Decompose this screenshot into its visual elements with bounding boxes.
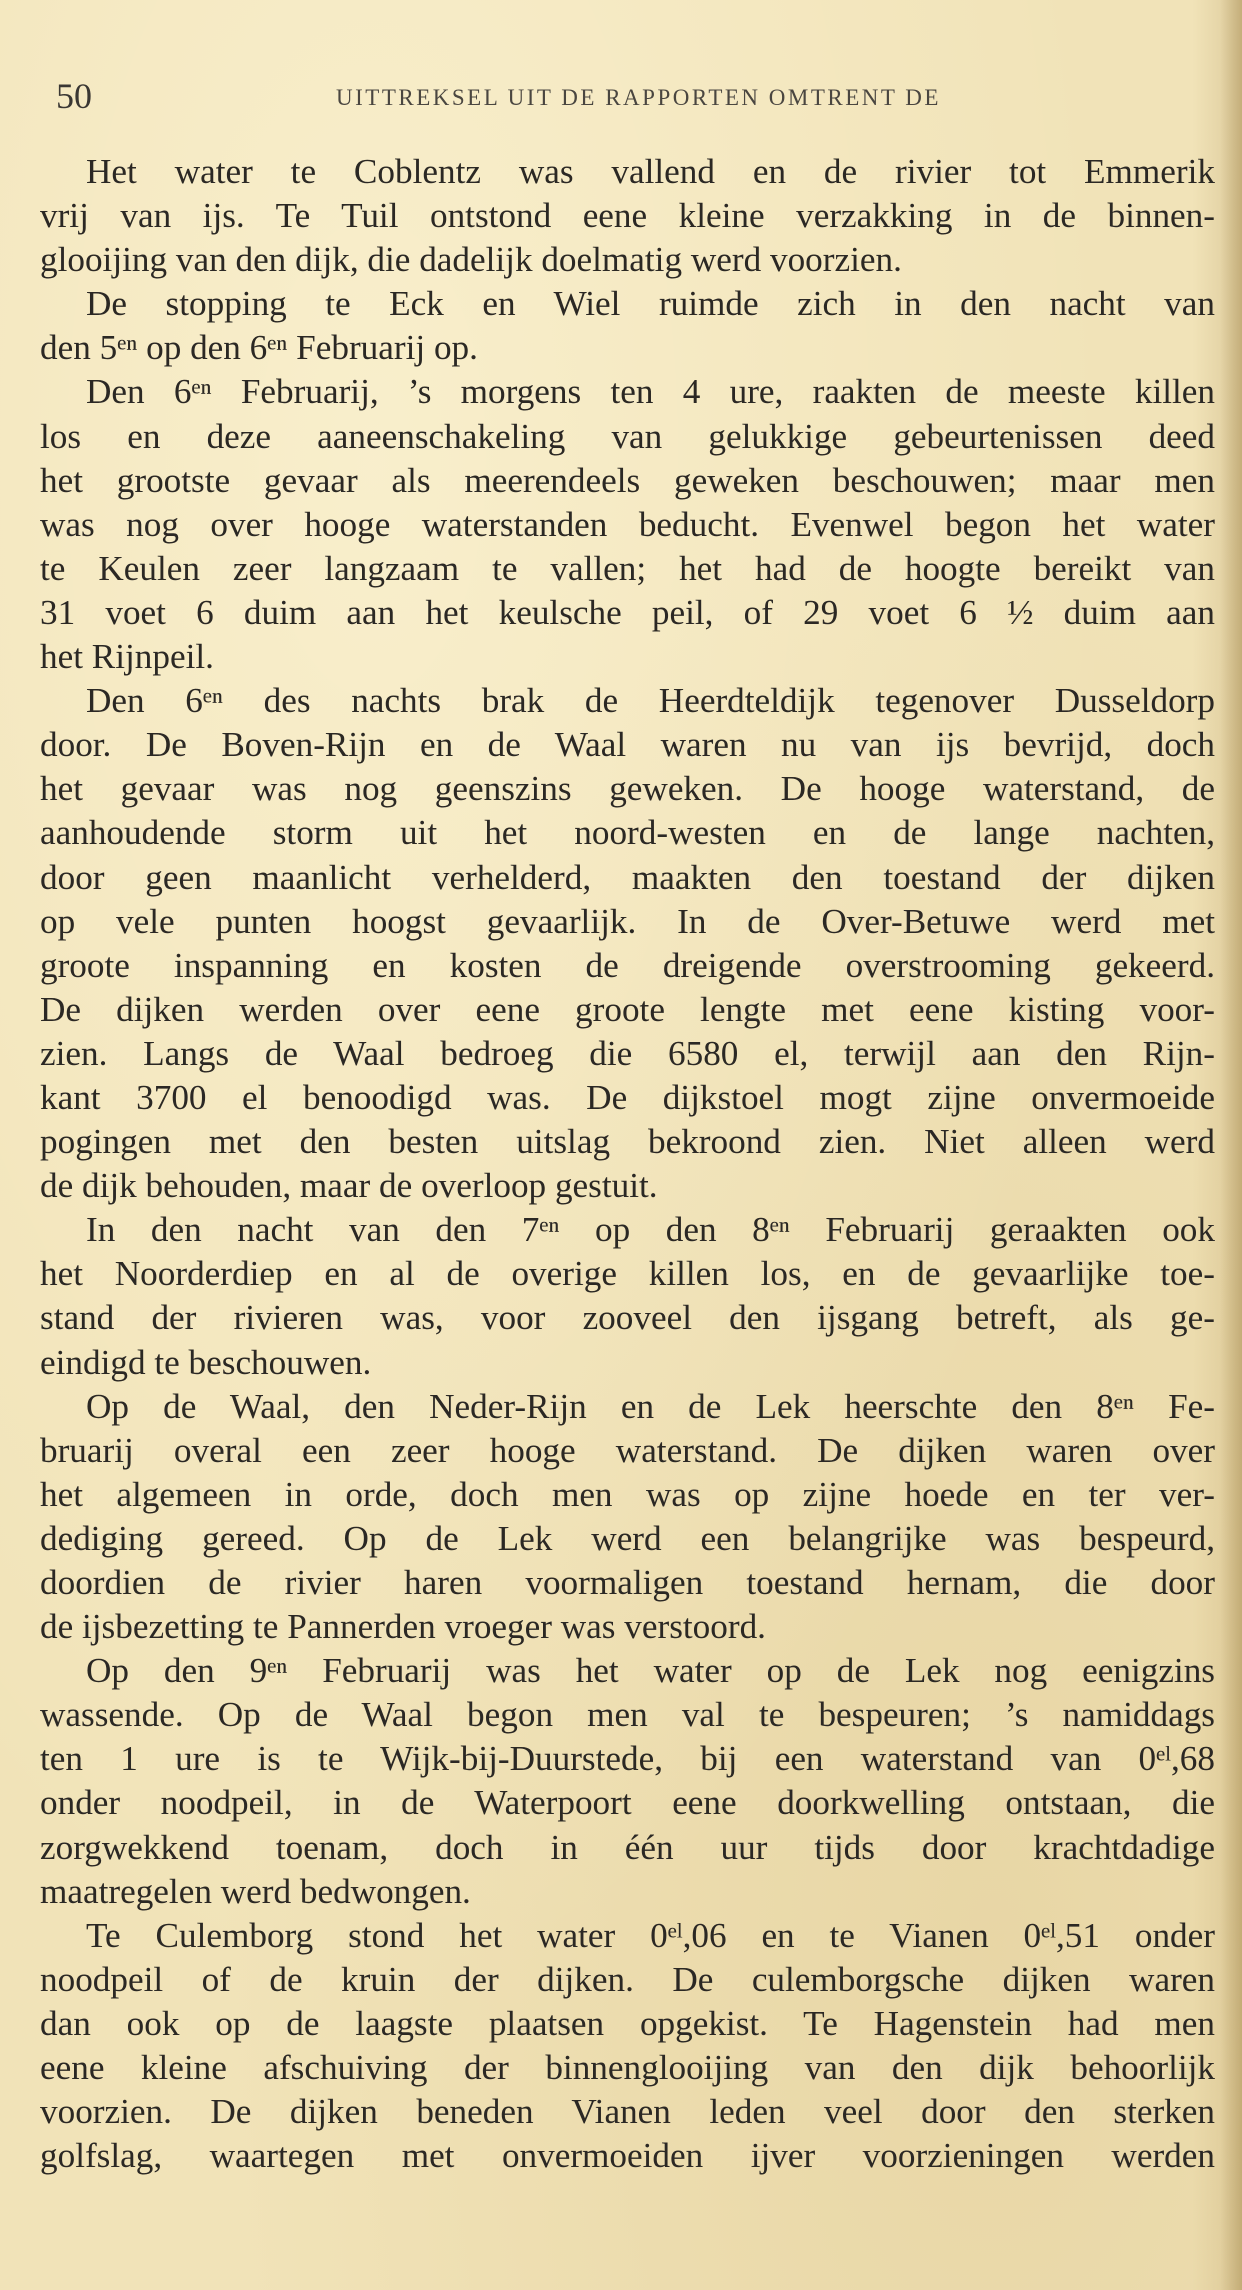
paragraph [40,1385,1215,1650]
text-line: Het water te Coblentz was vallend en de rivier tot Emmerik [86,152,1215,191]
text-line: groote inspanning en kosten de dreigende overstrooming gekeerd. [40,945,1215,985]
text-line: In den nacht van den 7ᵉⁿ op den 8ᵉⁿ Februarij geraakten ook [86,1210,1215,1250]
text-line: los en deze aaneenschakeling van gelukkige gebeurtenissen deed [40,416,1215,456]
text-line: doordien de rivier haren voormaligen toestand hernam, die door [40,1563,1215,1602]
text-line: ten 1 ure is te Wijk-bij-Duurstede, bij een waterstand van 0ᵉˡ,68 [40,1739,1215,1779]
running-title: UITTREKSEL UIT DE RAPPORTEN OMTRENT DE [336,85,941,110]
text-line: voorzien. De dijken beneden Vianen leden veel door den sterken [40,2092,1215,2132]
text-line: aanhoudende storm uit het noord-westen en de lange nachten, [40,813,1215,853]
paragraph [40,1914,1215,2179]
text-line: Op den 9ᵉⁿ Februarij was het water op de Lek nog eenigzins [86,1651,1215,1691]
text-line: De stopping te Eck en Wiel ruimde zich in den nacht van [86,284,1215,324]
paragraph [40,679,1215,1208]
text-line: glooijing van den dijk, die dadelijk doelmatig werd voorzien. [40,240,902,280]
text-line: wassende. Op de Waal begon men val te bespeuren; ’s namiddags [40,1695,1215,1735]
page-number: 50 [56,76,92,116]
text-line: Den 6ᵉⁿ Februarij, ’s morgens ten 4 ure, raakten de meeste killen [86,372,1215,412]
running-head [56,72,1206,120]
paragraph [40,282,1215,370]
text-line: op vele punten hoogst gevaarlijk. In de Over-Betuwe werd met [40,901,1215,941]
text-line: zien. Langs de Waal bedroeg die 6580 el, terwijl aan den Rijn- [40,1033,1215,1073]
text-line: dediging gereed. Op de Lek werd een belangrijke was bespeurd, [40,1518,1215,1558]
paragraph [40,1649,1215,1914]
text-line: het grootste gevaar als meerendeels geweken beschouwen; maar men [40,460,1215,500]
body-text [40,150,1215,2178]
text-line: was nog over hooge waterstanden beducht. Evenwel begon het water [40,504,1215,544]
text-line: te Keulen zeer langzaam te vallen; het had de hoogte bereikt van [40,548,1215,588]
text-line: door. De Boven-Rijn en de Waal waren nu van ijs bevrijd, doch [40,725,1215,765]
text-line: vrij van ijs. Te Tuil ontstond eene kleine verzakking in de binnen- [40,196,1215,236]
paragraph [40,370,1215,679]
text-line: 31 voet 6 duim aan het keulsche peil, of 29 voet 6 ½ duim aan [40,592,1215,632]
text-line: onder noodpeil, in de Waterpoort eene doorkwelling ontstaan, die [40,1783,1215,1823]
text-line: zorgwekkend toenam, doch in één uur tijds door krachtdadige [40,1827,1215,1867]
text-line: het gevaar was nog geenszins geweken. De hooge waterstand, de [40,769,1215,809]
text-line: Op de Waal, den Neder-Rijn en de Lek heerschte den 8ᵉⁿ Fe- [86,1386,1215,1426]
paragraph [40,150,1215,282]
text-line: het Noorderdiep en al de overige killen los, en de gevaarlijke toe- [40,1254,1215,1294]
text-line: het algemeen in orde, doch men was op zijne hoede en ter ver- [40,1474,1215,1514]
text-line: kant 3700 el benoodigd was. De dijkstoel mogt zijne onvermoeide [40,1077,1215,1117]
text-line: eindigd te beschouwen. [40,1342,372,1382]
text-line: pogingen met den besten uitslag bekroond zien. Niet alleen werd [40,1122,1215,1162]
text-line: het Rijnpeil. [40,637,214,677]
paragraph [40,1208,1215,1384]
text-line: Te Culemborg stond het water 0ᵉˡ,06 en te Vianen 0ᵉˡ,51 onder [86,1915,1215,1955]
text-line: maatregelen werd bedwongen. [40,1871,471,1911]
text-line: bruarij overal een zeer hooge waterstand. De dijken waren over [40,1430,1215,1470]
text-line: dan ook op de laagste plaatsen opgekist. Te Hagenstein had men [40,2003,1215,2043]
page-edge-shadow [1220,0,1242,2290]
text-line: eene kleine afschuiving der binnenglooijing van den dijk behoorlijk [40,2048,1215,2088]
text-line: door geen maanlicht verhelderd, maakten den toestand der dijken [40,857,1215,897]
text-line: de ijsbezetting te Pannerden vroeger was verstoord. [40,1607,766,1647]
text-line: den 5ᵉⁿ op den 6ᵉⁿ Februarij op. [40,328,478,368]
text-line: stand der rivieren was, voor zooveel den ijsgang betreft, als ge- [40,1298,1215,1338]
text-line: Den 6ᵉⁿ des nachts brak de Heerdteldijk tegenover Dusseldorp [86,681,1215,721]
text-line: de dijk behouden, maar de overloop gestuit. [40,1166,658,1206]
text-line: golfslag, waartegen met onvermoeiden ijver voorzieningen werden [40,2136,1215,2176]
text-line: De dijken werden over eene groote lengte met eene kisting voor- [40,989,1215,1029]
text-line: noodpeil of de kruin der dijken. De culemborgsche dijken waren [40,1959,1215,1999]
